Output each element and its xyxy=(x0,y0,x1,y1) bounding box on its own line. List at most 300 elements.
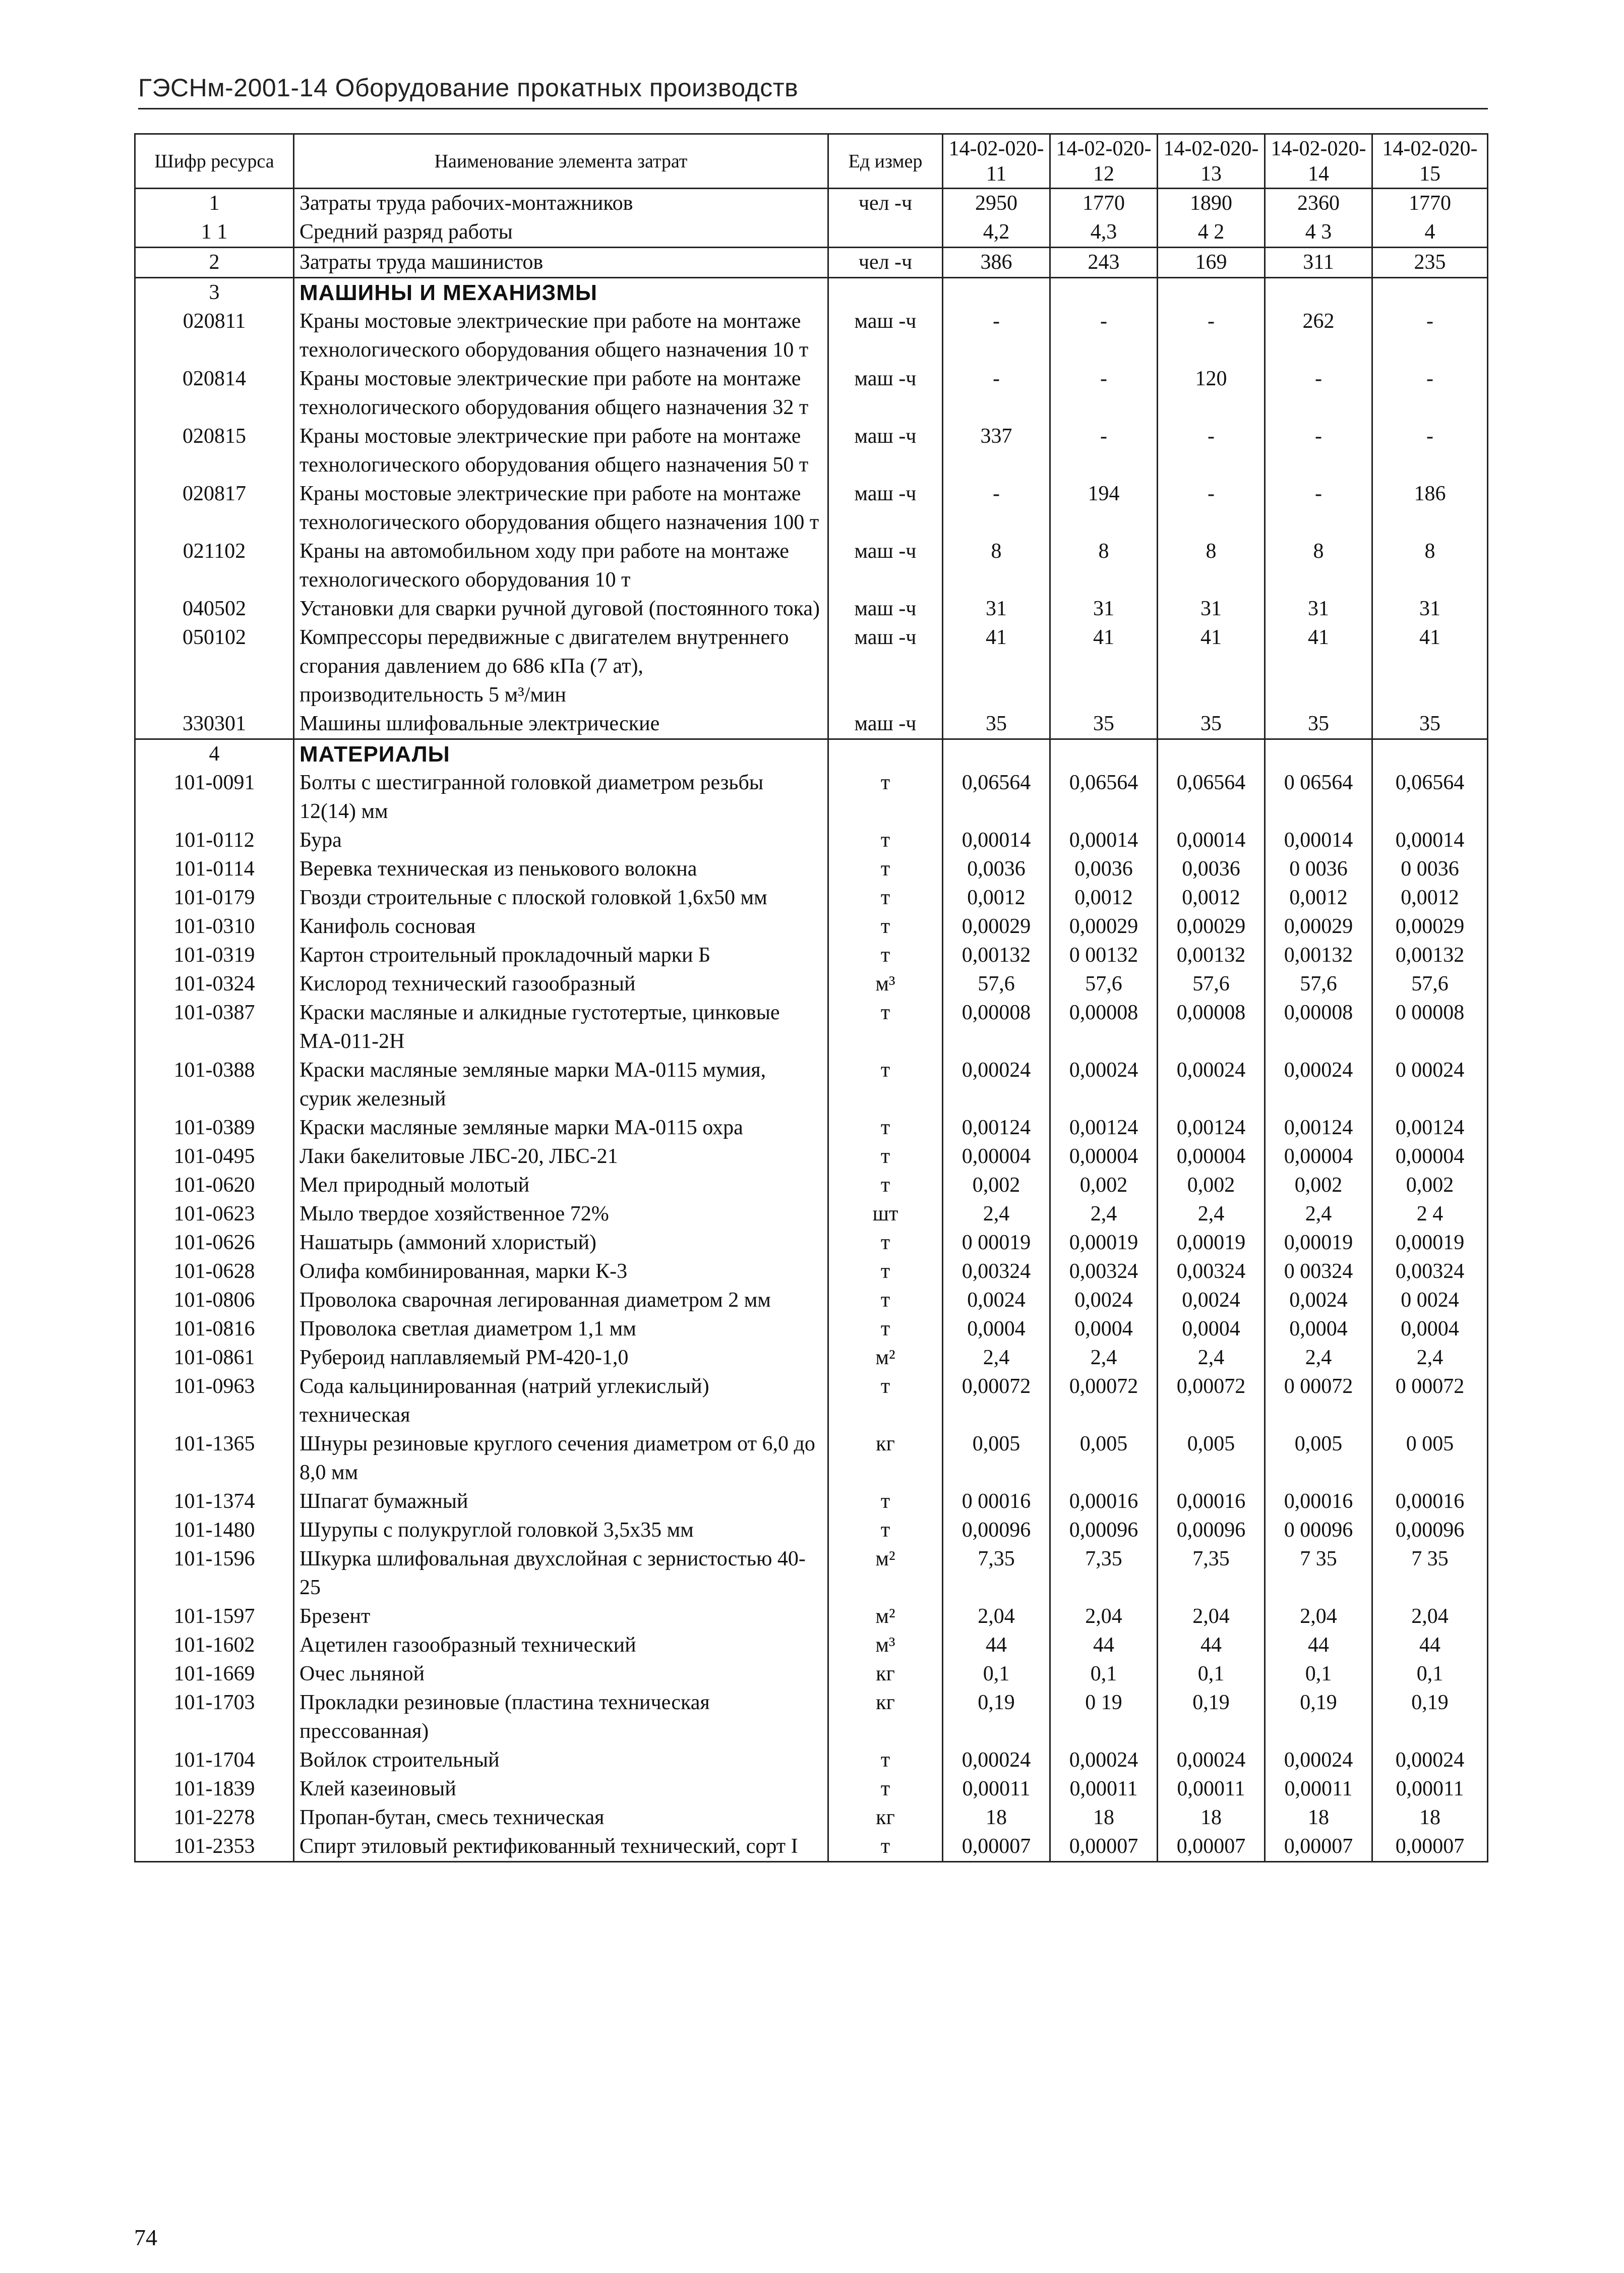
resource-code-cell: 2 xyxy=(135,248,294,278)
norm-value-cell: 0,002 xyxy=(1265,1171,1372,1200)
resource-code-cell: 101-2278 xyxy=(135,1803,294,1832)
norm-value-cell: 2,04 xyxy=(1372,1602,1488,1631)
norm-value-cell: 8 xyxy=(1050,537,1158,595)
norm-value-cell: 386 xyxy=(943,248,1050,278)
norm-value-cell: 0,00072 xyxy=(943,1372,1050,1430)
norm-value-cell: 0 0036 xyxy=(1265,855,1372,884)
unit-cell: кг xyxy=(828,1660,943,1688)
resource-name-cell: Брезент xyxy=(294,1602,828,1631)
norm-value-cell: 0,00011 xyxy=(1265,1775,1372,1803)
resource-name-cell: Затраты труда машинистов xyxy=(294,248,828,278)
norm-value-cell: 7,35 xyxy=(943,1545,1050,1602)
norm-value-cell: 44 xyxy=(943,1631,1050,1660)
norm-value-cell: 2,4 xyxy=(1158,1344,1265,1372)
norm-value-cell: 0,00011 xyxy=(1372,1775,1488,1803)
resource-name-cell: Олифа комбинированная, марки К-3 xyxy=(294,1257,828,1286)
norm-value-cell: 31 xyxy=(943,595,1050,623)
resource-name-cell: Гвозди строительные с плоской головкой 1,6х50 мм xyxy=(294,884,828,912)
norm-value-cell: 0,00008 xyxy=(1265,999,1372,1056)
resource-code-cell: 101-0112 xyxy=(135,826,294,855)
resource-name-cell: Краски масляные и алкидные густотертые, цинковые МА-011-2Н xyxy=(294,999,828,1056)
norm-value-cell: - xyxy=(1050,307,1158,365)
norm-value-cell: 0,19 xyxy=(1265,1688,1372,1746)
norm-value-cell: - xyxy=(1050,422,1158,480)
norm-value-cell: 35 xyxy=(1372,710,1488,739)
norm-value-cell: 0,00007 xyxy=(1050,1832,1158,1862)
resource-code-cell: 101-1374 xyxy=(135,1487,294,1516)
norm-value-cell: 0,00004 xyxy=(1265,1142,1372,1171)
col-header-14-02-020-12: 14-02-020-12 xyxy=(1050,134,1158,189)
norm-value-cell: 31 xyxy=(1372,595,1488,623)
norm-value-cell: 0 00008 xyxy=(1372,999,1488,1056)
norm-value-cell: 4,2 xyxy=(943,218,1050,248)
unit-cell: т xyxy=(828,1286,943,1315)
norm-value-cell: 2,4 xyxy=(1372,1344,1488,1372)
norm-value-cell: 0,00007 xyxy=(1158,1832,1265,1862)
resource-name-cell: Мыло твердое хозяйственное 72% xyxy=(294,1200,828,1229)
norm-value-cell: 2,4 xyxy=(1265,1344,1372,1372)
resource-code-cell: 4 xyxy=(135,739,294,769)
col-header-14-02-020-13: 14-02-020-13 xyxy=(1158,134,1265,189)
norm-value-cell: 0,00096 xyxy=(943,1516,1050,1545)
table-row xyxy=(135,1142,1488,1171)
resource-name-cell: Краны мостовые электрические при работе на монтаже технологического оборудования общего назначения 50 т xyxy=(294,422,828,480)
resource-code-cell: 101-0389 xyxy=(135,1114,294,1142)
norm-value-cell: - xyxy=(1158,480,1265,537)
norm-value-cell: 0,00024 xyxy=(1265,1746,1372,1775)
resource-code-cell: 101-1703 xyxy=(135,1688,294,1746)
table-row xyxy=(135,912,1488,941)
resource-code-cell: 101-0806 xyxy=(135,1286,294,1315)
norm-value-cell: 2,04 xyxy=(1265,1602,1372,1631)
norm-value-cell: 311 xyxy=(1265,248,1372,278)
table-row xyxy=(135,1372,1488,1430)
col-header-14-02-020-14: 14-02-020-14 xyxy=(1265,134,1372,189)
unit-cell: т xyxy=(828,884,943,912)
norm-value-cell: 0,00007 xyxy=(1372,1832,1488,1862)
norm-value-cell: 0 0024 xyxy=(1372,1286,1488,1315)
norm-value-cell: 186 xyxy=(1372,480,1488,537)
resource-name-cell: Ацетилен газообразный технический xyxy=(294,1631,828,1660)
norm-value-cell: 0,00024 xyxy=(1050,1746,1158,1775)
norm-value-cell: 0,1 xyxy=(1050,1660,1158,1688)
unit-cell: т xyxy=(828,1171,943,1200)
unit-cell: т xyxy=(828,1487,943,1516)
table-row xyxy=(135,1602,1488,1631)
norm-value-cell: 0,00324 xyxy=(1158,1257,1265,1286)
table-row xyxy=(135,855,1488,884)
norm-value-cell: 0,0024 xyxy=(1050,1286,1158,1315)
norm-value-cell: 18 xyxy=(943,1803,1050,1832)
norm-value-cell: 0,1 xyxy=(1372,1660,1488,1688)
norm-value-cell: 0,00016 xyxy=(1050,1487,1158,1516)
norm-value-cell: 35 xyxy=(1265,710,1372,739)
resource-code-cell: 050102 xyxy=(135,623,294,710)
resource-name-cell: Краны на автомобильном ходу при работе на монтаже технологического оборудования 10 т xyxy=(294,537,828,595)
norm-value-cell: 0,0012 xyxy=(1265,884,1372,912)
norm-value-cell: 0 00132 xyxy=(1050,941,1158,970)
table-row xyxy=(135,1286,1488,1315)
unit-cell: маш -ч xyxy=(828,365,943,422)
table-row xyxy=(135,941,1488,970)
norm-value-cell: - xyxy=(1050,365,1158,422)
norm-value-cell: 0,00024 xyxy=(1265,1056,1372,1114)
table-row xyxy=(135,826,1488,855)
norm-value-cell: 0,00124 xyxy=(1158,1114,1265,1142)
table-row xyxy=(135,623,1488,710)
resource-code-cell: 101-0114 xyxy=(135,855,294,884)
norm-value-cell: 0,00132 xyxy=(943,941,1050,970)
norm-value-cell: 35 xyxy=(943,710,1050,739)
unit-cell: чел -ч xyxy=(828,248,943,278)
norm-value-cell xyxy=(1372,739,1488,769)
norm-value-cell: 31 xyxy=(1050,595,1158,623)
resource-code-cell: 101-0310 xyxy=(135,912,294,941)
norm-value-cell: 0,00024 xyxy=(1158,1746,1265,1775)
unit-cell: м² xyxy=(828,1545,943,1602)
resource-code-cell: 101-0319 xyxy=(135,941,294,970)
norm-value-cell xyxy=(1265,739,1372,769)
norm-value-cell: 0,00029 xyxy=(1372,912,1488,941)
unit-cell: т xyxy=(828,1114,943,1142)
norm-value-cell: 4 2 xyxy=(1158,218,1265,248)
norm-value-cell: 41 xyxy=(943,623,1050,710)
page-header-title: ГЭСНм-2001-14 Оборудование прокатных производств xyxy=(138,74,799,102)
resource-code-cell: 101-0387 xyxy=(135,999,294,1056)
unit-cell: т xyxy=(828,1229,943,1257)
norm-value-cell xyxy=(943,278,1050,308)
norm-value-cell: 0 00019 xyxy=(943,1229,1050,1257)
norm-value-cell: - xyxy=(1265,365,1372,422)
norm-value-cell: 0,0004 xyxy=(1158,1315,1265,1344)
norm-value-cell: 0,00004 xyxy=(1158,1142,1265,1171)
norm-value-cell: - xyxy=(1158,422,1265,480)
norm-value-cell: 0,00011 xyxy=(943,1775,1050,1803)
unit-cell: кг xyxy=(828,1688,943,1746)
norm-value-cell: 0,06564 xyxy=(1158,769,1265,826)
norm-value-cell: 44 xyxy=(1372,1631,1488,1660)
resource-name-cell: Шнуры резиновые круглого сечения диаметром от 6,0 до 8,0 мм xyxy=(294,1430,828,1487)
norm-value-cell: 0,0024 xyxy=(1265,1286,1372,1315)
unit-cell: т xyxy=(828,1746,943,1775)
table-row xyxy=(135,1688,1488,1746)
norm-value-cell: 2,4 xyxy=(1265,1200,1372,1229)
resource-name-cell: Спирт этиловый ректификованный технический, сорт I xyxy=(294,1832,828,1862)
unit-cell: т xyxy=(828,1315,943,1344)
table-row xyxy=(135,1487,1488,1516)
resource-name-cell: МАТЕРИАЛЫ xyxy=(294,739,828,769)
norm-value-cell: - xyxy=(1372,365,1488,422)
norm-value-cell: 0,00124 xyxy=(943,1114,1050,1142)
unit-cell: т xyxy=(828,855,943,884)
norm-value-cell xyxy=(1158,739,1265,769)
resource-code-cell: 021102 xyxy=(135,537,294,595)
norm-value-cell: 0,00011 xyxy=(1050,1775,1158,1803)
norm-value-cell: 0,00029 xyxy=(1265,912,1372,941)
norm-value-cell: 44 xyxy=(1158,1631,1265,1660)
resource-name-cell: Канифоль сосновая xyxy=(294,912,828,941)
norm-value-cell: 2,4 xyxy=(943,1344,1050,1372)
norm-value-cell: 0,002 xyxy=(943,1171,1050,1200)
resource-name-cell: Мел природный молотый xyxy=(294,1171,828,1200)
norm-value-cell: 0,0036 xyxy=(1050,855,1158,884)
table-row xyxy=(135,218,1488,248)
norm-value-cell: 0,00029 xyxy=(1050,912,1158,941)
table-row xyxy=(135,1171,1488,1200)
norm-value-cell: 0,0012 xyxy=(1372,884,1488,912)
resource-name-cell: Болты с шестигранной головкой диаметром резьбы 12(14) мм xyxy=(294,769,828,826)
norm-value-cell: 0 06564 xyxy=(1265,769,1372,826)
unit-cell: т xyxy=(828,912,943,941)
norm-value-cell: 0,00132 xyxy=(1158,941,1265,970)
norm-value-cell: 0,00014 xyxy=(1265,826,1372,855)
norm-value-cell: 0,00019 xyxy=(1265,1229,1372,1257)
norm-value-cell: 0,00096 xyxy=(1050,1516,1158,1545)
norm-value-cell: 0,00124 xyxy=(1050,1114,1158,1142)
resource-name-cell: Бура xyxy=(294,826,828,855)
norm-value-cell: - xyxy=(943,365,1050,422)
table-row xyxy=(135,1430,1488,1487)
norm-value-cell: 0,1 xyxy=(943,1660,1050,1688)
unit-cell xyxy=(828,278,943,308)
resource-name-cell: Средний разряд работы xyxy=(294,218,828,248)
norm-value-cell: 0,00014 xyxy=(943,826,1050,855)
resource-code-cell: 101-0963 xyxy=(135,1372,294,1430)
norm-value-cell: 235 xyxy=(1372,248,1488,278)
norm-value-cell: 0,06564 xyxy=(1372,769,1488,826)
header-divider xyxy=(138,108,1488,109)
resource-code-cell: 101-0816 xyxy=(135,1315,294,1344)
resource-code-cell: 101-0626 xyxy=(135,1229,294,1257)
norm-value-cell: 2360 xyxy=(1265,189,1372,218)
norm-value-cell: 0,00019 xyxy=(1050,1229,1158,1257)
resource-cost-table xyxy=(134,133,1488,1862)
table-row xyxy=(135,248,1488,278)
resource-name-cell: Установки для сварки ручной дуговой (постоянного тока) xyxy=(294,595,828,623)
norm-value-cell: 0 00072 xyxy=(1372,1372,1488,1430)
norm-value-cell: 2,04 xyxy=(943,1602,1050,1631)
resource-name-cell: Проволока сварочная легированная диаметром 2 мм xyxy=(294,1286,828,1315)
norm-value-cell: 18 xyxy=(1372,1803,1488,1832)
norm-value-cell: 0,0004 xyxy=(1265,1315,1372,1344)
norm-value-cell: 7 35 xyxy=(1372,1545,1488,1602)
table-header-row xyxy=(135,134,1488,189)
resource-code-cell: 101-0861 xyxy=(135,1344,294,1372)
unit-cell: т xyxy=(828,1372,943,1430)
norm-value-cell: 4 xyxy=(1372,218,1488,248)
norm-value-cell: 0,00096 xyxy=(1372,1516,1488,1545)
section-row xyxy=(135,278,1488,308)
norm-value-cell: 57,6 xyxy=(1050,970,1158,999)
resource-code-cell: 101-1597 xyxy=(135,1602,294,1631)
resource-code-cell: 040502 xyxy=(135,595,294,623)
norm-value-cell: 0,00029 xyxy=(1158,912,1265,941)
norm-value-cell: 2,4 xyxy=(1050,1200,1158,1229)
table-row xyxy=(135,537,1488,595)
norm-value-cell: 41 xyxy=(1158,623,1265,710)
table-row xyxy=(135,710,1488,739)
table-row xyxy=(135,422,1488,480)
norm-value-cell: 0,0004 xyxy=(1372,1315,1488,1344)
resource-name-cell: Нашатырь (аммоний хлористый) xyxy=(294,1229,828,1257)
norm-value-cell: 57,6 xyxy=(943,970,1050,999)
norm-value-cell: 0,002 xyxy=(1158,1171,1265,1200)
resource-name-cell: Кислород технический газообразный xyxy=(294,970,828,999)
norm-value-cell: 0,0024 xyxy=(1158,1286,1265,1315)
table-row xyxy=(135,1545,1488,1602)
resource-code-cell: 101-1669 xyxy=(135,1660,294,1688)
resource-code-cell: 101-0623 xyxy=(135,1200,294,1229)
norm-value-cell: 0,00132 xyxy=(1372,941,1488,970)
unit-cell: чел -ч xyxy=(828,189,943,218)
norm-value-cell: 0,0036 xyxy=(943,855,1050,884)
resource-name-cell: Прокладки резиновые (пластина техническая прессованная) xyxy=(294,1688,828,1746)
unit-cell: м³ xyxy=(828,970,943,999)
norm-value-cell: 0,0012 xyxy=(1050,884,1158,912)
unit-cell: т xyxy=(828,1056,943,1114)
resource-name-cell: Сода кальцинированная (натрий углекислый) техническая xyxy=(294,1372,828,1430)
norm-value-cell: 0 005 xyxy=(1372,1430,1488,1487)
unit-cell: шт xyxy=(828,1200,943,1229)
norm-value-cell: 0,00016 xyxy=(1372,1487,1488,1516)
resource-code-cell: 101-0628 xyxy=(135,1257,294,1286)
norm-value-cell: 0,00004 xyxy=(1050,1142,1158,1171)
resource-code-cell: 101-2353 xyxy=(135,1832,294,1862)
norm-value-cell: 2,4 xyxy=(1050,1344,1158,1372)
norm-value-cell: 243 xyxy=(1050,248,1158,278)
norm-value-cell: 0,06564 xyxy=(1050,769,1158,826)
norm-value-cell xyxy=(1265,278,1372,308)
unit-cell: маш -ч xyxy=(828,537,943,595)
resource-name-cell: Машины шлифовальные электрические xyxy=(294,710,828,739)
table-row xyxy=(135,1803,1488,1832)
norm-value-cell: 41 xyxy=(1372,623,1488,710)
norm-value-cell: 0,0036 xyxy=(1158,855,1265,884)
norm-value-cell: 0,00007 xyxy=(1265,1832,1372,1862)
norm-value-cell: 0,06564 xyxy=(943,769,1050,826)
norm-value-cell: 0,00008 xyxy=(1050,999,1158,1056)
resource-code-cell: 101-1480 xyxy=(135,1516,294,1545)
resource-code-cell: 1 1 xyxy=(135,218,294,248)
norm-value-cell: 0,1 xyxy=(1158,1660,1265,1688)
resource-code-cell: 101-1602 xyxy=(135,1631,294,1660)
unit-cell: т xyxy=(828,826,943,855)
col-header-14-02-020-11: 14-02-020-11 xyxy=(943,134,1050,189)
resource-name-cell: Краны мостовые электрические при работе на монтаже технологического оборудования общего назначения 100 т xyxy=(294,480,828,537)
table-row xyxy=(135,1516,1488,1545)
norm-value-cell: 0,00124 xyxy=(1265,1114,1372,1142)
unit-cell: кг xyxy=(828,1430,943,1487)
unit-cell: маш -ч xyxy=(828,480,943,537)
norm-value-cell: 2,4 xyxy=(943,1200,1050,1229)
resource-name-cell: Картон строительный прокладочный марки Б xyxy=(294,941,828,970)
norm-value-cell: 1770 xyxy=(1372,189,1488,218)
unit-cell: т xyxy=(828,1832,943,1862)
table-row xyxy=(135,307,1488,365)
norm-value-cell: 0,0024 xyxy=(943,1286,1050,1315)
norm-value-cell: 0,00024 xyxy=(943,1056,1050,1114)
resource-code-cell: 1 xyxy=(135,189,294,218)
resource-name-cell: Лаки бакелитовые ЛБС-20, ЛБС-21 xyxy=(294,1142,828,1171)
resource-code-cell: 101-1704 xyxy=(135,1746,294,1775)
resource-name-cell: Краны мостовые электрические при работе на монтаже технологического оборудования общего назначения 32 т xyxy=(294,365,828,422)
col-header-code: Шифр ресурса xyxy=(135,134,294,189)
resource-code-cell: 101-0388 xyxy=(135,1056,294,1114)
norm-value-cell: 0,00019 xyxy=(1372,1229,1488,1257)
resource-name-cell: Проволока светлая диаметром 1,1 мм xyxy=(294,1315,828,1344)
resource-name-cell: Шпагат бумажный xyxy=(294,1487,828,1516)
norm-value-cell: 4 3 xyxy=(1265,218,1372,248)
norm-value-cell: 0,00324 xyxy=(1050,1257,1158,1286)
norm-value-cell: 0,00007 xyxy=(943,1832,1050,1862)
norm-value-cell: 2950 xyxy=(943,189,1050,218)
norm-value-cell: 0 19 xyxy=(1050,1688,1158,1746)
norm-value-cell: 0,00124 xyxy=(1372,1114,1488,1142)
norm-value-cell: 0 00096 xyxy=(1265,1516,1372,1545)
norm-value-cell: 0 00072 xyxy=(1265,1372,1372,1430)
resource-name-cell: Краны мостовые электрические при работе на монтаже технологического оборудования общего назначения 10 т xyxy=(294,307,828,365)
resource-name-cell: Пропан-бутан, смесь техническая xyxy=(294,1803,828,1832)
norm-value-cell: 0,00008 xyxy=(943,999,1050,1056)
table-row xyxy=(135,1631,1488,1660)
norm-value-cell xyxy=(1050,278,1158,308)
table-row xyxy=(135,769,1488,826)
unit-cell: маш -ч xyxy=(828,710,943,739)
table-row xyxy=(135,1832,1488,1862)
norm-value-cell: 7 35 xyxy=(1265,1545,1372,1602)
norm-value-cell: 8 xyxy=(943,537,1050,595)
norm-value-cell: 0,00024 xyxy=(1372,1746,1488,1775)
norm-value-cell: 194 xyxy=(1050,480,1158,537)
norm-value-cell: - xyxy=(1372,307,1488,365)
table-row xyxy=(135,595,1488,623)
norm-value-cell: 44 xyxy=(1265,1631,1372,1660)
norm-value-cell: 2,4 xyxy=(1158,1200,1265,1229)
norm-value-cell: 0,00324 xyxy=(1372,1257,1488,1286)
norm-value-cell: 0 00324 xyxy=(1265,1257,1372,1286)
norm-value-cell: 4,3 xyxy=(1050,218,1158,248)
norm-value-cell: - xyxy=(1265,480,1372,537)
unit-cell: маш -ч xyxy=(828,307,943,365)
table-row xyxy=(135,480,1488,537)
norm-value-cell: 2 4 xyxy=(1372,1200,1488,1229)
unit-cell: маш -ч xyxy=(828,595,943,623)
norm-value-cell: 18 xyxy=(1158,1803,1265,1832)
norm-value-cell: 0,00324 xyxy=(943,1257,1050,1286)
norm-value-cell xyxy=(1158,278,1265,308)
unit-cell: т xyxy=(828,941,943,970)
norm-value-cell: 0,0012 xyxy=(1158,884,1265,912)
norm-value-cell: 57,6 xyxy=(1372,970,1488,999)
norm-value-cell xyxy=(1050,739,1158,769)
col-header-unit: Ед измер xyxy=(828,134,943,189)
norm-value-cell: 0,002 xyxy=(1050,1171,1158,1200)
norm-value-cell: 0,00014 xyxy=(1158,826,1265,855)
resource-code-cell: 101-0620 xyxy=(135,1171,294,1200)
resource-code-cell: 101-0324 xyxy=(135,970,294,999)
norm-value-cell: 0,005 xyxy=(1050,1430,1158,1487)
resource-name-cell: Клей казеиновый xyxy=(294,1775,828,1803)
norm-value-cell: 0,00014 xyxy=(1372,826,1488,855)
resource-name-cell: Краски масляные земляные марки МА-0115 охра xyxy=(294,1114,828,1142)
norm-value-cell: 18 xyxy=(1265,1803,1372,1832)
norm-value-cell: 44 xyxy=(1050,1631,1158,1660)
resource-name-cell: Очес льняной xyxy=(294,1660,828,1688)
table-row xyxy=(135,1660,1488,1688)
col-header-14-02-020-15: 14-02-020-15 xyxy=(1372,134,1488,189)
norm-value-cell: 0 0036 xyxy=(1372,855,1488,884)
unit-cell: маш -ч xyxy=(828,623,943,710)
